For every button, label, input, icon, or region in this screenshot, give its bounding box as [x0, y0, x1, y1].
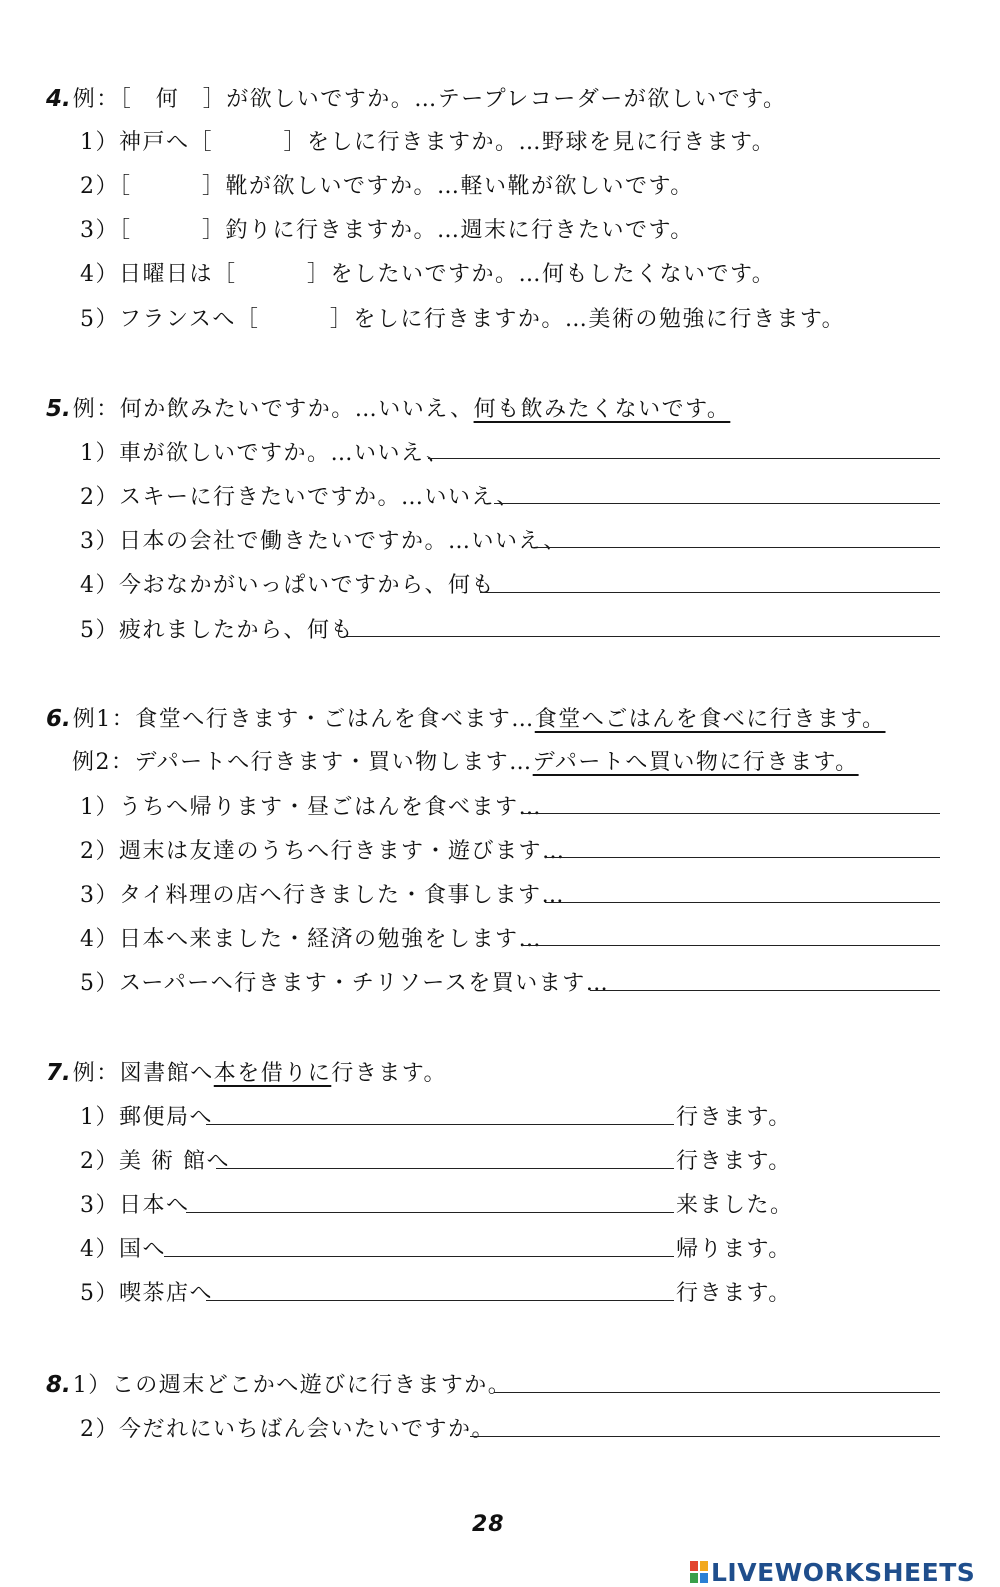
liveworksheets-logo-icon [690, 1561, 708, 1583]
section-4-item-1: 1）神戸へ［ ］をしに行きますか。…野球を見に行きます。 [80, 130, 776, 155]
section-5-example-answer: 何も飲みたくないです。 [473, 397, 731, 422]
section-6-item-2: 2）週末は友達のうちへ行きます・遊びます… [80, 839, 566, 864]
answer-line[interactable] [164, 1256, 674, 1257]
section-7-item-4-post: 帰ります。 [676, 1237, 792, 1262]
section-4-number: 4. [46, 86, 71, 112]
section-6-item-5: 5）スーパーへ行きます・チリソースを買います… [80, 971, 610, 996]
section-5-item-3: 3）日本の会社で働きたいですか。…いいえ、 [80, 529, 567, 554]
section-7-example [46, 1056, 447, 1087]
section-6-example-2-prompt: 例2：デパートへ行きます・買い物します… [72, 750, 533, 775]
answer-line[interactable] [480, 592, 940, 593]
answer-line[interactable] [186, 1212, 674, 1213]
section-7-example-pre: 例：図書館へ [72, 1061, 214, 1086]
section-4-item-2: 2）［ ］靴が欲しいですか。…軽い靴が欲しいです。 [80, 174, 694, 199]
answer-line[interactable] [470, 1436, 940, 1437]
section-4-item-5: 5）フランスへ［ ］をしに行きますか。…美術の勉強に行きます。 [80, 307, 846, 332]
section-6-example-1-answer: 食堂へごはんを食べに行きます。 [534, 707, 886, 732]
section-8-item-1-text: 1）この週末どこかへ遊びに行きますか。 [72, 1373, 512, 1398]
section-6-example-2 [72, 745, 859, 776]
section-7-item-1-post: 行きます。 [676, 1105, 792, 1130]
section-5-item-5: 5）疲れましたから、何も [80, 618, 354, 643]
section-7-item-5-pre: 5）喫茶店へ [80, 1281, 213, 1306]
section-4-item-4: 4）日曜日は［ ］をしたいですか。…何もしたくないです。 [80, 262, 776, 287]
section-5-number: 5. [46, 396, 71, 422]
page-number: 28 [472, 1512, 505, 1537]
section-5-item-2: 2）スキーに行きたいですか。…いいえ、 [80, 485, 520, 510]
answer-line[interactable] [545, 857, 940, 858]
section-7-item-3-pre: 3）日本へ [80, 1193, 190, 1218]
liveworksheets-logo-text: LIVEWORKSHEETS [711, 1557, 976, 1587]
answer-line[interactable] [590, 990, 940, 991]
answer-line[interactable] [344, 636, 940, 637]
section-6-number: 6. [46, 706, 71, 732]
section-5-item-4: 4）今おなかがいっぱいですから、何も [80, 573, 495, 598]
section-6-item-4: 4）日本へ来ました・経済の勉強をします… [80, 927, 542, 952]
section-7-item-5-post: 行きます。 [676, 1281, 792, 1306]
answer-line[interactable] [494, 503, 940, 504]
section-6-example-1 [46, 702, 886, 733]
section-8-number: 8. [46, 1372, 71, 1398]
liveworksheets-logo[interactable] [690, 1559, 975, 1585]
section-6-example-1-prompt: 例1：食堂へ行きます・ごはんを食べます… [72, 707, 535, 732]
answer-line[interactable] [216, 1168, 674, 1169]
section-5-example [46, 392, 730, 423]
answer-line[interactable] [428, 458, 940, 459]
section-7-item-4-pre: 4）国へ [80, 1237, 166, 1262]
section-7-example-answer: 本を借りに [213, 1061, 332, 1086]
section-8-item-2: 2）今だれにいちばん会いたいですか。 [80, 1417, 495, 1442]
section-7-example-post: 行きます。 [331, 1061, 448, 1086]
answer-line[interactable] [538, 547, 940, 548]
section-7-item-2-pre: 2）美 術 館へ [80, 1149, 230, 1174]
section-5-item-1: 1）車が欲しいですか。…いいえ、 [80, 441, 450, 466]
section-6-example-2-answer: デパートへ買い物に行きます。 [532, 750, 859, 775]
section-8-item-1 [46, 1368, 511, 1399]
section-7-item-2-post: 行きます。 [676, 1149, 792, 1174]
section-4-example [46, 82, 787, 113]
answer-line[interactable] [522, 945, 940, 946]
section-4-item-3: 3）［ ］釣りに行きますか。…週末に行きたいです。 [80, 218, 694, 243]
section-6-item-1: 1）うちへ帰ります・昼ごはんを食べます… [80, 795, 542, 820]
answer-line[interactable] [206, 1124, 674, 1125]
section-4-example-text: 例：［ 何 ］が欲しいですか。…テープレコーダーが欲しいです。 [72, 87, 787, 112]
section-5-example-question: 例：何か飲みたいですか。…いいえ、 [72, 397, 474, 422]
answer-line[interactable] [206, 1300, 674, 1301]
section-7-item-1-pre: 1）郵便局へ [80, 1105, 213, 1130]
section-7-number: 7. [46, 1060, 71, 1086]
section-6-item-3: 3）タイ料理の店へ行きました・食事します… [80, 883, 566, 908]
answer-line[interactable] [545, 902, 940, 903]
answer-line[interactable] [494, 1392, 940, 1393]
section-7-item-3-post: 来ました。 [676, 1193, 794, 1218]
answer-line[interactable] [522, 813, 940, 814]
